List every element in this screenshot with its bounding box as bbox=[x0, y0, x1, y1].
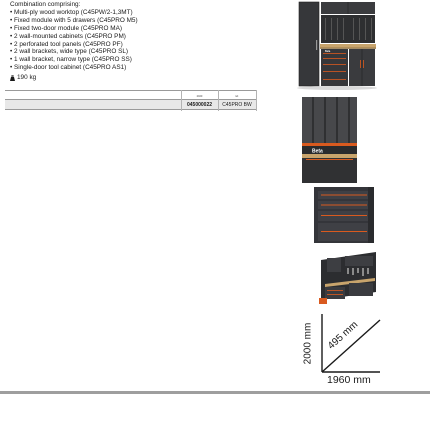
column-header-ref: ref. bbox=[235, 94, 239, 98]
component-item: • Multi-ply wood worktop (C45PW/2-1,3MT) bbox=[10, 9, 290, 17]
component-item: • Fixed two-door module (C45PRO MA) bbox=[10, 25, 290, 33]
drawer-unit-image bbox=[312, 185, 376, 245]
component-item: • 2 wall brackets, wide type (C45PRO SL) bbox=[10, 48, 290, 56]
product-code: 045000022 bbox=[186, 101, 213, 108]
column-divider bbox=[256, 90, 257, 111]
product-photo-worktop-detail bbox=[302, 97, 357, 183]
component-item: • Fixed module with 5 drawers (C45PRO M5) bbox=[10, 17, 290, 25]
dimensions-diagram bbox=[300, 310, 392, 390]
weight-value: 190 kg bbox=[17, 74, 37, 81]
brand-label: Beta bbox=[312, 148, 323, 155]
column-divider bbox=[218, 90, 219, 111]
product-photo-workshop bbox=[317, 246, 380, 308]
footer-divider bbox=[0, 391, 430, 394]
table-top-rule bbox=[5, 90, 257, 91]
depth-dimension: 495 mm bbox=[325, 319, 361, 352]
column-divider bbox=[181, 90, 182, 111]
component-item: • Single-door tool cabinet (C45PRO AS1) bbox=[10, 64, 290, 72]
component-item: • 1 wall bracket, narrow type (C45PRO SS) bbox=[10, 56, 290, 64]
codes-table bbox=[5, 90, 257, 111]
product-photo-main bbox=[295, 0, 379, 92]
component-list bbox=[10, 9, 290, 72]
column-header-code: 2020 bbox=[196, 94, 203, 98]
product-reference: C45PRO BW bbox=[222, 101, 252, 108]
component-item: • 2 perforated tool panels (C45PRO PF) bbox=[10, 41, 290, 49]
workshop-combination-image bbox=[295, 0, 379, 92]
weight-info bbox=[10, 74, 36, 81]
height-dimension: 2000 mm bbox=[302, 322, 314, 365]
worktop-detail-image bbox=[302, 97, 357, 183]
weight-icon bbox=[10, 75, 15, 81]
description-heading: Combination comprising: bbox=[10, 1, 81, 8]
workshop-scene-image bbox=[317, 246, 380, 308]
product-photo-drawers bbox=[312, 185, 376, 245]
width-dimension: 1960 mm bbox=[327, 374, 371, 386]
component-item: • 2 wall-mounted cabinets (C45PRO PM) bbox=[10, 33, 290, 41]
product-description bbox=[10, 1, 290, 72]
brand-label: Beta bbox=[325, 49, 331, 53]
